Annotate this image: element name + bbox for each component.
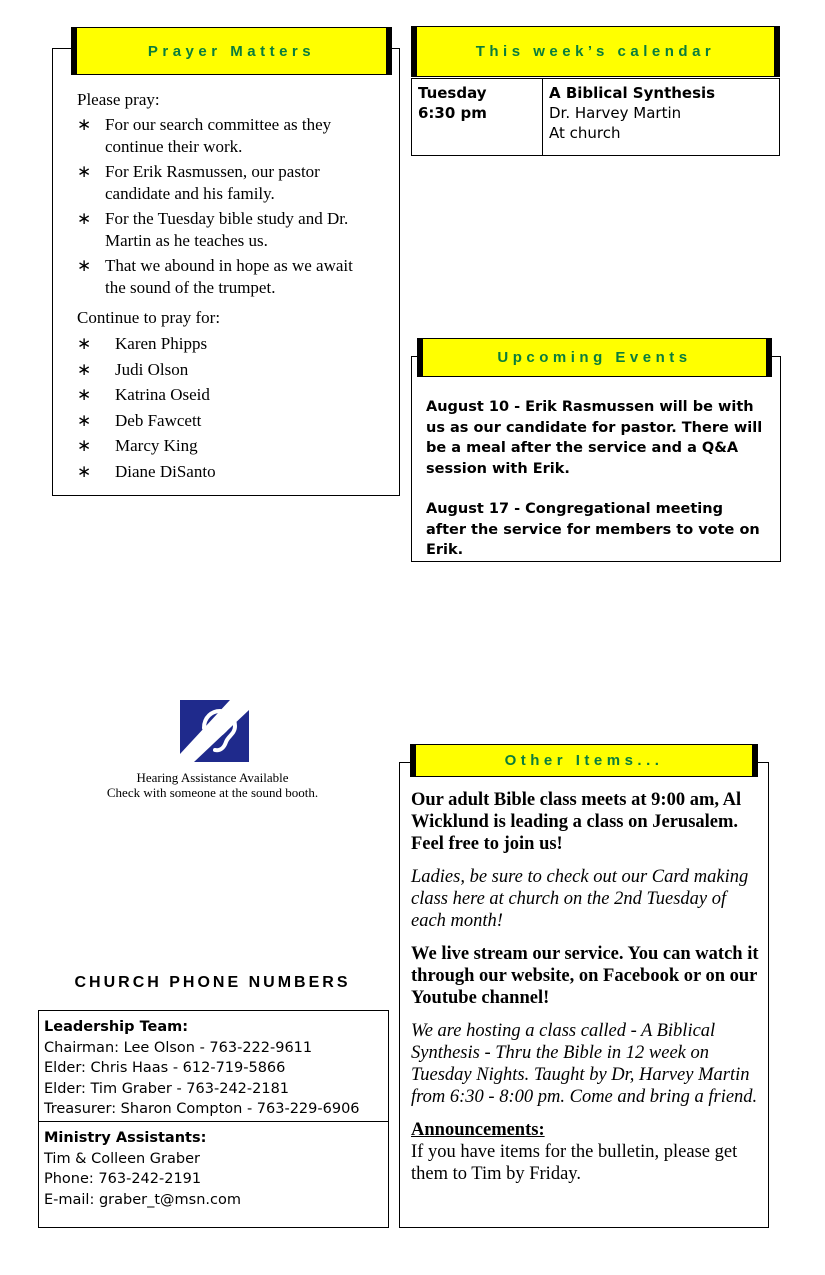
phone-numbers-box bbox=[38, 1010, 389, 1228]
asterisk-icon: ∗ bbox=[77, 334, 92, 353]
leadership-line: Elder: Chris Haas - 612-719-5866 bbox=[44, 1060, 286, 1076]
leadership-line: Chairman: Lee Olson - 763-222-9611 bbox=[44, 1039, 313, 1056]
asterisk-icon: ∗ bbox=[77, 209, 92, 228]
prayer-matters-banner: Prayer Matters bbox=[71, 27, 392, 75]
list-item: ∗ Diane DiSanto bbox=[77, 461, 216, 481]
list-item: ∗ That we abound in hope as we await the sound of the trumpet. bbox=[77, 256, 353, 297]
announcements-text: If you have items for the bulletin, please get them to Tim by Friday. bbox=[411, 1142, 738, 1184]
upcoming-events-banner: Upcoming Events bbox=[417, 338, 772, 377]
phone-numbers-title: CHURCH PHONE NUMBERS bbox=[74, 974, 351, 991]
card-class-note: Ladies, be sure to check out our Card making class here at church on the 2nd Tuesday of each month! bbox=[411, 867, 749, 931]
calendar-leader: Dr. Harvey Martin bbox=[549, 104, 682, 122]
bible-class-note: Our adult Bible class meets at 9:00 am, Al Wicklund is leading a class on Jerusalem. Feel free to join us! bbox=[411, 790, 742, 854]
ministry-section bbox=[39, 1122, 388, 1210]
ministry-email: E-mail: graber_t@msn.com bbox=[44, 1191, 241, 1208]
asterisk-icon: ∗ bbox=[77, 162, 92, 181]
list-item: ∗ For our search committee as they continue their work. bbox=[77, 115, 332, 156]
list-item: ∗ Marcy King bbox=[77, 436, 198, 455]
upcoming-events-box bbox=[411, 356, 781, 562]
asterisk-icon: ∗ bbox=[77, 385, 92, 404]
prayer-matters-box bbox=[52, 48, 400, 496]
leadership-line: Elder: Tim Graber - 763-242-2181 bbox=[44, 1080, 290, 1097]
synthesis-class-note: We are hosting a class called - A Biblical Synthesis - Thru the Bible in 12 week on Tuesday Nights. Taught by Dr, Harvey Martin from 6:30 - 8:00 pm. Come and bring a friend. bbox=[411, 1021, 758, 1107]
calendar-event bbox=[543, 79, 779, 155]
list-item: ∗ For Erik Rasmussen, our pastor candidate and his family. bbox=[77, 162, 320, 203]
announcements-heading: Announcements: bbox=[411, 1120, 545, 1140]
hearing-assistance-icon bbox=[180, 700, 249, 762]
calendar-time: 6:30 pm bbox=[418, 104, 487, 122]
hearing-line-2: Check with someone at the sound booth. bbox=[106, 785, 319, 800]
calendar-banner: This week’s calendar bbox=[411, 26, 780, 77]
continue-heading: Continue to pray for: bbox=[77, 308, 221, 327]
asterisk-icon: ∗ bbox=[77, 359, 92, 379]
calendar-when bbox=[412, 79, 543, 155]
calendar-location: At church bbox=[549, 124, 621, 142]
hearing-line-1: Hearing Assistance Available bbox=[136, 770, 289, 785]
list-item: ∗ Judi Olson bbox=[77, 359, 189, 379]
calendar-event-title: A Biblical Synthesis bbox=[549, 84, 716, 102]
event-item: August 10 - Erik Rasmussen will be with us as our candidate for pastor. There will be a meal after the service and a Q&A session with Erik. bbox=[426, 399, 763, 477]
list-item: ∗ Deb Fawcett bbox=[77, 410, 202, 430]
asterisk-icon: ∗ bbox=[77, 256, 92, 275]
names-list bbox=[77, 333, 377, 483]
hearing-assistance-text bbox=[40, 770, 385, 800]
other-items-banner: Other Items... bbox=[410, 744, 758, 777]
calendar-day: Tuesday bbox=[418, 84, 487, 102]
asterisk-icon: ∗ bbox=[77, 461, 92, 481]
asterisk-icon: ∗ bbox=[77, 410, 92, 430]
live-stream-note: We live stream our service. You can watch it through our website, on Facebook or on our Youtube channel! bbox=[411, 944, 759, 1008]
asterisk-icon: ∗ bbox=[77, 115, 92, 134]
list-item: ∗ For the Tuesday bible study and Dr. Martin as he teaches us. bbox=[77, 209, 349, 250]
list-item: ∗ Karen Phipps bbox=[77, 334, 208, 353]
prayer-intro: Please pray: bbox=[77, 90, 160, 109]
leadership-section bbox=[39, 1011, 388, 1122]
leadership-line: Treasurer: Sharon Compton - 763-229-6906 bbox=[44, 1101, 360, 1117]
list-item: ∗ Katrina Oseid bbox=[77, 385, 210, 404]
ministry-line: Tim & Colleen Graber bbox=[44, 1150, 200, 1167]
ministry-line: Phone: 763-242-2191 bbox=[44, 1171, 202, 1187]
other-items-box bbox=[399, 762, 769, 1228]
event-item: August 17 - Congregational meeting after the service for members to vote on Erik. bbox=[426, 501, 760, 558]
ministry-heading: Ministry Assistants: bbox=[44, 1130, 207, 1146]
prayer-list bbox=[77, 114, 377, 299]
leadership-heading: Leadership Team: bbox=[44, 1019, 189, 1035]
asterisk-icon: ∗ bbox=[77, 436, 92, 455]
announcements bbox=[411, 1119, 761, 1185]
calendar-table bbox=[411, 78, 780, 156]
